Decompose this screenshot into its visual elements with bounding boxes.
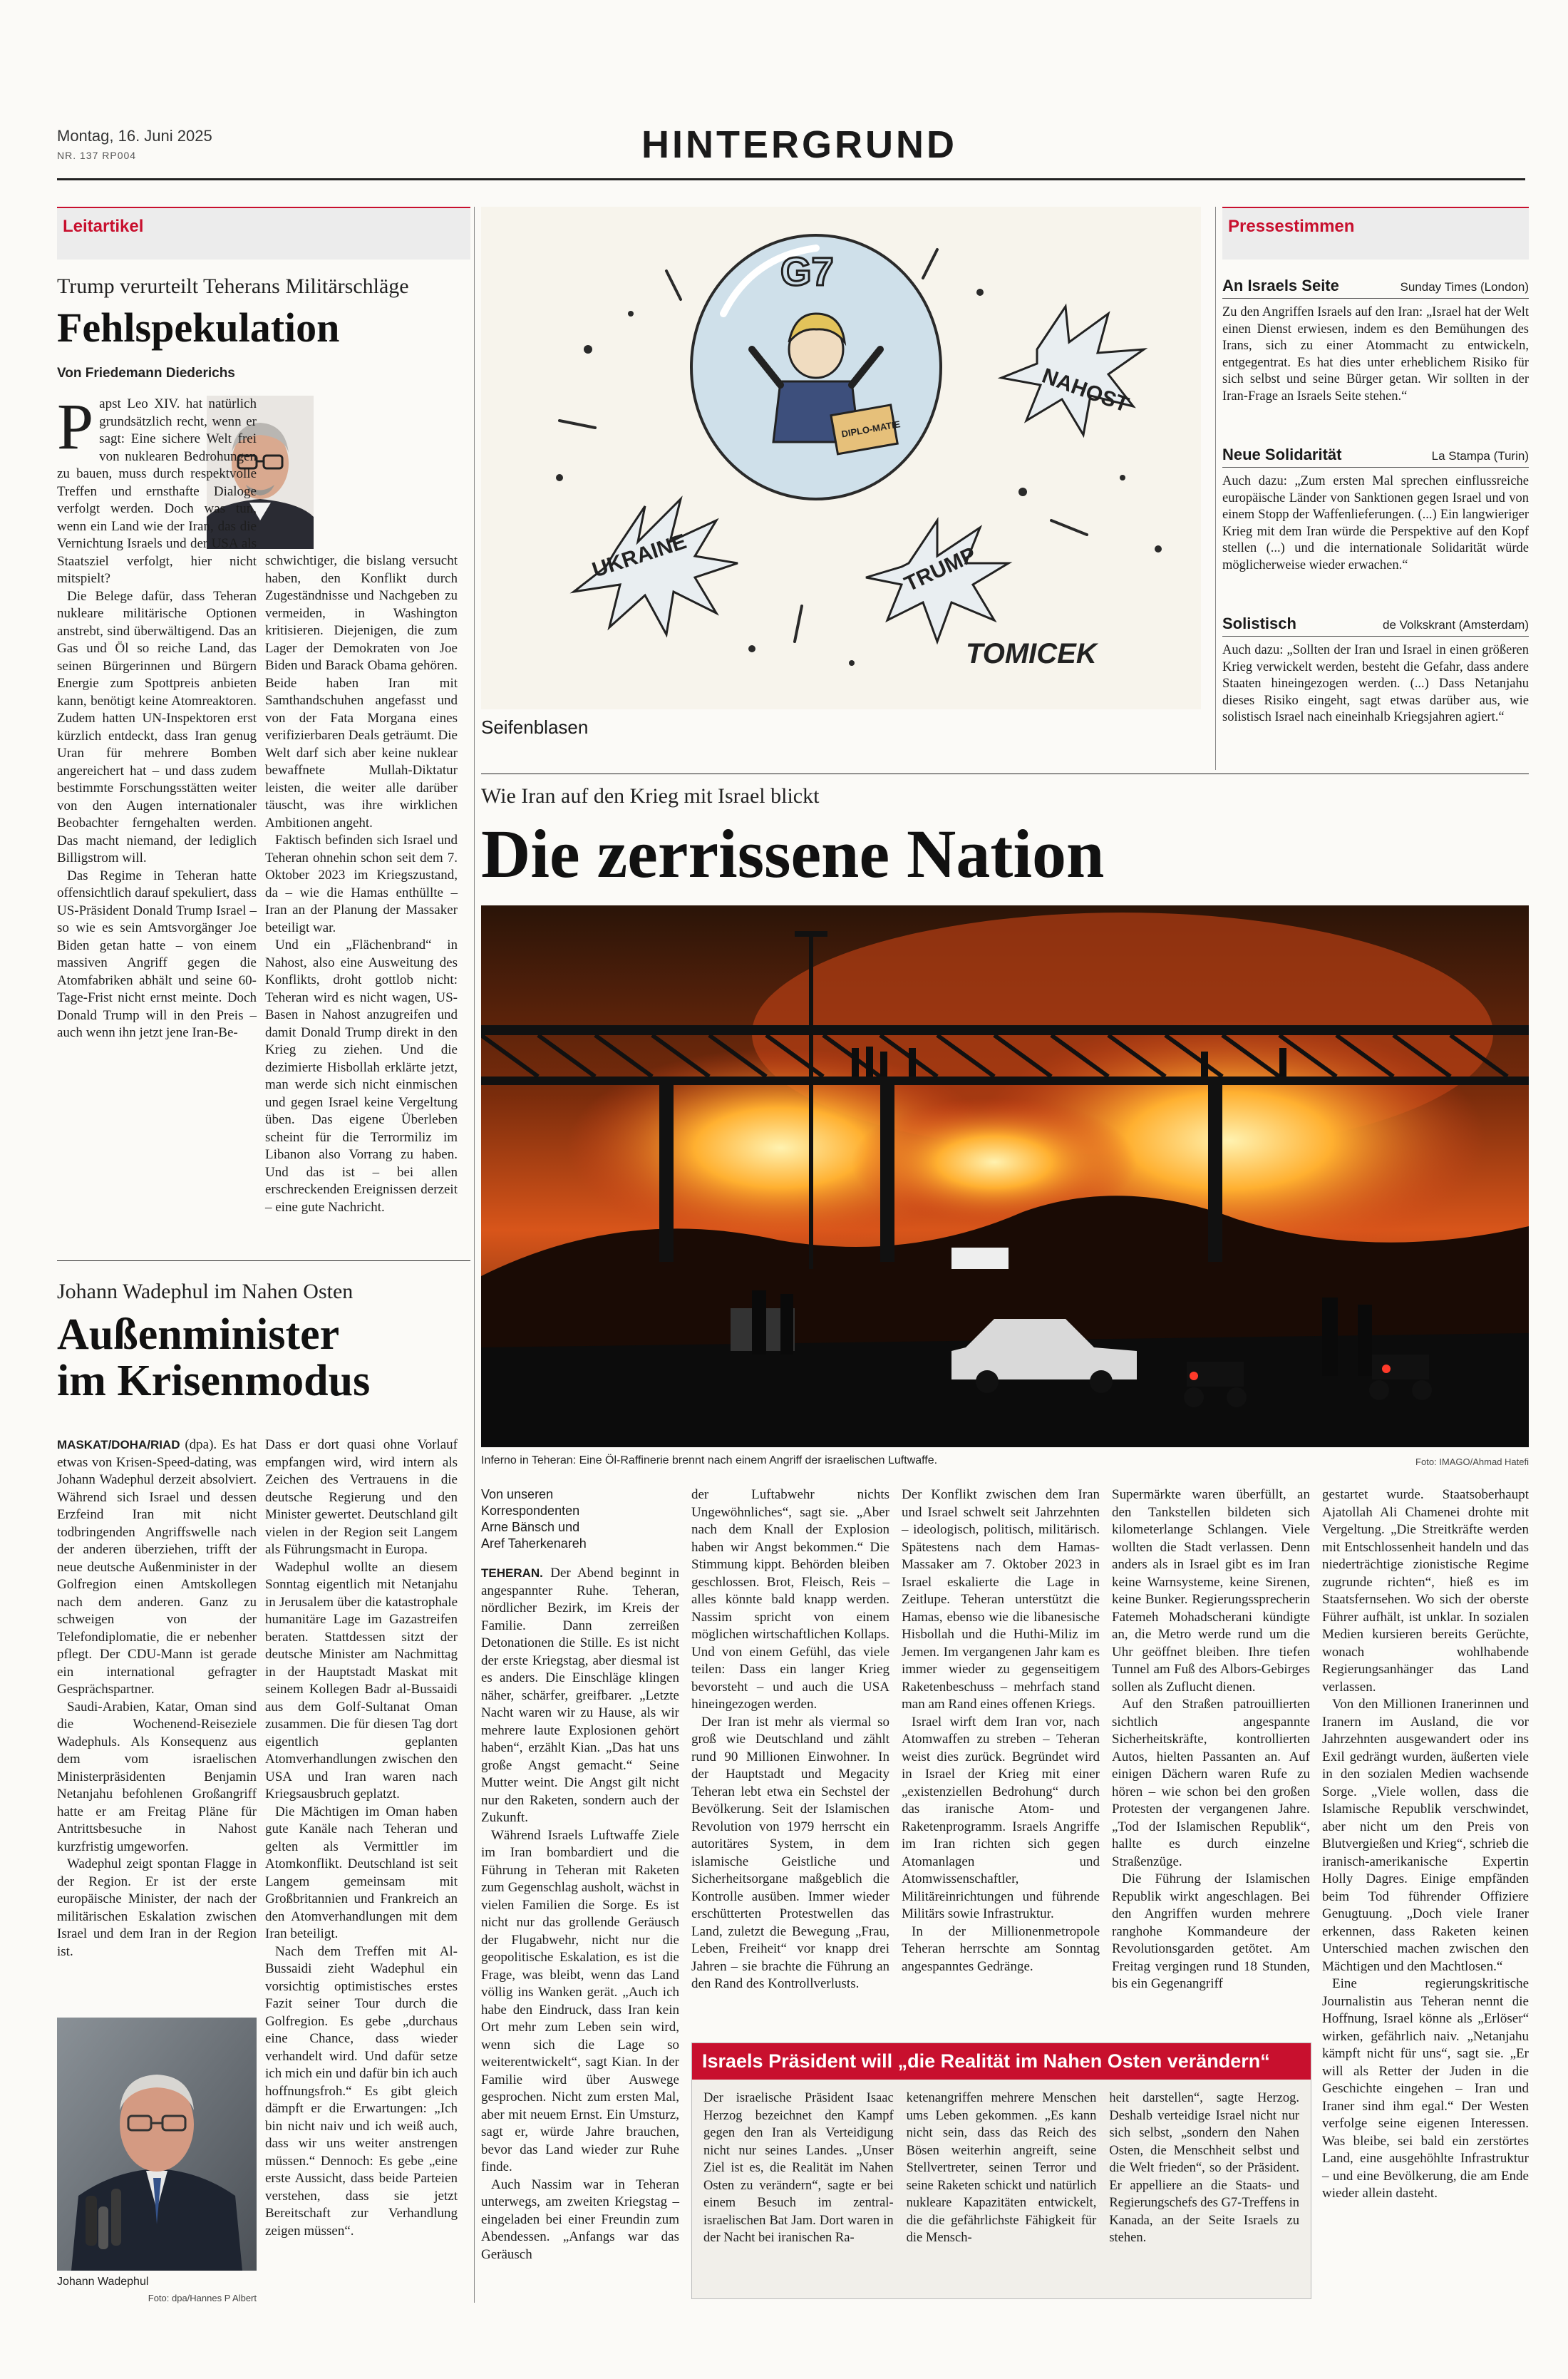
byline-line: Arne Bänsch und (481, 1520, 580, 1534)
pressestimmen-section-head (1222, 207, 1529, 260)
dropcap: P (57, 390, 94, 463)
israel-box-col3: heit darstellen“, sagte Herzog. Deshalb verteidige Israel nicht nur sich selbst, „sondern den Nahen Osten, die Menschheit selbst und die Welt frieden“, so der Präsident. Er appelliere an die Staats- und Regierungschefs des G7-Treffens in Kanada, an der Seite Israels zu stehen. (1109, 2091, 1300, 2245)
press-item-source: de Volkskrant (Amsterdam) (1382, 618, 1529, 632)
leitartikel-col2 (265, 553, 458, 1216)
wadephul-headline-line: Außenminister (57, 1310, 340, 1359)
press-item-header (1222, 277, 1529, 299)
cartoon-signature: TOMICEK (966, 638, 1097, 669)
press-item-text: Zu den Angriffen Israels auf den Iran: „Israel hat der Welt einen Dienst erwiesen, indem es den Bemühungen des Irans, sich zu einer Atommacht zu entwickeln, entgegentrat. Es hat dies unter erheblichem Risiko für sich selbst und seine Bürger getan. Wir sollten in der Iran-Frage an Israels Seite stehen.“ (1222, 305, 1529, 404)
leitartikel-paragraph: Das Regime in Teheran hatte offensichtlich darauf spekuliert, dass US-Präsident Donald Trump Israel – so wie es sein Amtsvorgänger Joe Biden getan hatte – von einem massiven Angriff gegen die Atomfabriken abhält und seine 60-Tage-Frist nicht ernst meinte. Doch Donald Trump will in den Preis – auch wenn ihn jetzt jene Iran-Be- (57, 868, 257, 1040)
main-headline: Die zerrissene Nation (481, 816, 1105, 892)
cartoon-label-trump: TRUMP (901, 543, 980, 597)
cartoon-caption: Seifenblasen (481, 716, 589, 738)
main-paragraph: Supermärkte waren überfüllt, an den Tankstellen bildeten sich kilometerlange Schlangen. Viele wollten die Stadt verlassen. Denn anders als in Israel gibt es im Iran keine Warnsysteme, keine Sirenen, keine Bunker. Regierungssprecherin Fatemeh Mohadscherani kündigte an, die Metro werde rund um die Uhr geöffnet bleiben. Ihre tiefen Tunnel am Fuß des Albors-Gebirges sollen als Zuflucht dienen. (1112, 1487, 1310, 1695)
main-paragraph: Auf den Straßen patrouillierten sichtlich angespannte Sicherheitskräfte, kontrollierten Autos, hielten Passanten an. Auf einigen Dächern waren Rufe zu hören – wie schon bei den großen Protesten der vergangenen Jahre. „Tod der Islamischen Republik“, hallte es durch einzelne Straßenzüge. (1112, 1697, 1310, 1869)
main-paragraph: Israel wirft dem Iran vor, nach Atomwaffen zu streben – Teheran weist dies zurück. Begründet wird in Israel der Krieg mit einer „existenziellen Bedrohung“ durch das iranische Atom- und Raketenprogramm. Israels Angriffe im Iran richten sich gegen Atomanlagen und Atomwissenschaftler, Militäreinrichtungen und führende Militärs sowie Infrastruktur. (902, 1714, 1100, 1921)
press-item (1222, 615, 1529, 726)
wadephul-paragraph: Nach dem Treffen mit Al-Bussaidi zieht Wadephul ein vorsichtig optimistisches erstes Fazit seiner Tour durch die Golfregion. Es gebe „durchaus eine Chance, dass wieder verhandelt wird. Und dafür setze ich mich ein und dafür bin ich auch hoffnungsfroh.“ Es gibt gleich dämpft er die Erwartungen: „Ich bin nicht naiv und ich weiß auch, dass wir uns weiter anstrengen müssen.“ Dennoch: Es gebe „eine erste Aussicht, dass beide Parteien verstehen, dass sie jetzt Bereitschaft zur Verhandlung zeigen müssen“. (265, 1943, 458, 2239)
wadephul-paragraph: Wadephul wollte an diesem Sonntag eigentlich mit Netanjahu in Jerusalem über die katastrophale humanitäre Lage im Gazastreifen beraten. Stattdessen sitzt der deutsche Minister am Nachmittag in der Hauptstadt Maskat mit seinem Kollegen Badr al-Bussaidi aus dem Golf-Sultanat Oman zusammen. Die für diesen Tag dort eigentlich geplanten Atomverhandlungen zwischen den USA und Iran waren nach Kriegsausbruch geplatzt. (265, 1559, 458, 1802)
leitartikel-label: Leitartikel (63, 217, 144, 236)
main-paragraph: Während Israels Luftwaffe Ziele im Iran bombardiert und die Führung in Teheran mit Raketen zum Gegenschlag ausholt, wächst in vielen Familien die Sorge. Es ist nicht nur das grollende Geräusch der Flugabwehr, nicht nur die geopolitische Eskalation, es ist die Frage, was bleibt, wenn das Land völlig ins Wanken gerät. „Auch ich habe den Eindruck, dass Iran kein Ort mehr zum Leben sein wird, wenn sich die Lage so weiterentwickelt“, sagt Kian. In der Familie wird über Auswege gesprochen. Nicht zum ersten Mal, aber mit neuem Ernst. Ein Umsturz, sagt er, würde Jahre brauchen, bevor das Land wieder zur Ruhe finde. (481, 1827, 679, 2174)
byline-line: Von unseren (481, 1487, 554, 1501)
wadephul-headline-line: im Krisenmodus (57, 1357, 371, 1406)
main-photo-caption: Inferno in Teheran: Eine Öl-Raffinerie brennt nach einem Angriff der israelischen Luftwaffe. (481, 1454, 938, 1466)
press-item-text: Auch dazu: „Zum ersten Mal sprechen einflussreiche europäische Länder von Sanktionen gegen Israel und von einem Stopp der Waffenlieferungen. (...) Ein langwieriger Krieg mit dem Iran würde die Perspektive auf den Kopf stellen (...) und die internationale Solidarität würde möglicherweise wieder erwachen.“ (1222, 474, 1529, 572)
main-paragraph (481, 1565, 679, 1827)
column-divider (1215, 207, 1216, 770)
masthead-issue: NR. 137 RP004 (57, 150, 137, 161)
press-item-source: Sunday Times (London) (1400, 280, 1529, 294)
leitartikel-kicker: Trump verurteilt Teherans Militärschläge (57, 274, 409, 298)
israel-box-headline: Israels Präsident will „die Realität im Nahen Osten verändern“ (692, 2043, 1311, 2080)
byline-line: Korrespondenten (481, 1504, 580, 1518)
main-col4 (1112, 1486, 1310, 1993)
main-paragraph: Die Führung der Islamischen Republik wirkt angeschlagen. Bei den Angriffen wurden mehrere ranghohe Kommandeure der Revolutionsgarden getötet. Am Freitag vergingen rund 18 Stunden, bis ein Gegenangriff (1112, 1871, 1310, 1991)
main-paragraph: Auch Nassim war in Teheran unterwegs, am zweiten Kriegstag – eingeladen bei einer Freundin zum Abendessen. „Anfangs war das Geräusch (481, 2177, 679, 2262)
main-col3 (902, 1486, 1100, 1975)
main-byline (481, 1486, 674, 1552)
refinery-fire-photo (481, 905, 1529, 1447)
leitartikel-headline: Fehlspekulation (57, 304, 340, 351)
main-text: Der Abend beginnt in angespannter Ruhe. Teheran, nördlicher Bezirk, im Kreis der Familie. Dann zerreißen Detonationen die Stille. Es ist nicht der erste Kriegstag, aber diesmal ist es anders. Die Einschläge klingen näher, schärfer, greifbarer. „Letzte Nacht waren wir zu Hause, als wir mehrere laute Explosionen gehört haben“, erzählt Kian. „Das hat uns große Angst gemacht.“ Seine Mutter weint. Die Angst gilt nicht nur den Raketen, sondern auch der Zukunft. (481, 1566, 680, 1825)
wadephul-headline (57, 1312, 470, 1404)
wadephul-dateline: MASKAT/DOHA/RIAD (57, 1438, 180, 1451)
press-item-title: Solistisch (1222, 615, 1296, 632)
main-paragraph: Der Iran ist mehr als viermal so groß wie Deutschland und zählt rund 90 Millionen Einwohner. In der Hauptstadt und Megacity Teheran lebt etwa ein Sechstel der Bevölkerung. Seit der Islamischen Revolution von 1979 herrscht ein autoritäres System, in dem islamische Geistliche und Sicherheitsorgane maßgeblich die Kontrolle ausüben. Immer wieder erschütterten Protestwellen das Land, zuletzt die Bewegung „Frau, Leben, Freiheit“ vor knapp drei Jahren – sie brachte die Führung an den Rand des Kontrollverlusts. (691, 1714, 889, 1991)
press-item-title: An Israels Seite (1222, 277, 1339, 294)
israel-box-col2: ketenangriffen mehrere Menschen ums Leben gekommen. „Es kann nicht sein, dass das Reich des Bösen weiterhin angreift, seine Stellvertreter, seinen Terror und seine Raketen schickt und natürlich nukleare Kapazitäten entwickelt, die die gefährlichste Fähigkeit für die Mensch- (906, 2091, 1097, 2245)
main-col2 (691, 1486, 889, 1993)
israel-box-columns (692, 2080, 1311, 2257)
press-item-header (1222, 615, 1529, 637)
wadephul-photo-caption: Johann Wadephul (57, 2276, 149, 2288)
cartoon-label-g7: G7 (780, 249, 834, 294)
byline-line: Aref Taherkenareh (481, 1536, 587, 1551)
pressestimmen-label: Pressestimmen (1228, 217, 1355, 236)
press-item (1222, 446, 1529, 574)
leitartikel-paragraph: Faktisch befinden sich Israel und Teheran ohnehin schon seit dem 7. Oktober 2023 im Kriegszustand, da – wie die Hamas enthüllte – Iran an der Planung der Massaker beteiligt war. (265, 833, 458, 935)
wadephul-paragraph: Die Mächtigen im Oman haben gute Kanäle nach Teheran und gelten als Vermittler im Atomkonflikt. Deutschland ist seit Langem gemeinsam mit Großbritannien und Frankreich an den Atomverhandlungen mit dem Iran beteiligt. (265, 1804, 458, 1941)
main-photo-credit: Foto: IMAGO/Ahmad Hatefi (1415, 1456, 1529, 1467)
wadephul-paragraph: Saudi-Arabien, Katar, Oman sind die Wochenend-Reiseziele Wadephuls. Als Konsequenz aus dem vom israelischen Ministerpräsidenten Benjamin Netanjahu befohlenen Großangriff hatte er am Freitag Pläne für Antrittsbesuche in Nahost kurzfristig umgeworfen. (57, 1699, 257, 1854)
divider (57, 1260, 470, 1261)
press-item (1222, 277, 1529, 405)
editorial-cartoon (481, 207, 1201, 709)
leitartikel-section-head (57, 207, 470, 260)
main-paragraph: Eine regierungskritische Journalistin aus Teheran nennt die Hoffnung, Israel könne als „Erlöser“ wirken, gefährlich naiv. „Netanjahu kämpft nicht für uns“, sagt sie. „Er will als Retter der Juden in die Geschichte eingehen – Iran und Iraner sind ihm egal.“ Der Westen verfolge seine eigenen Interessen. Was bleibe, sei bald ein zerstörtes Land, eine ausgehöhlte Infrastruktur – und eine Bevölkerung, die am Ende wieder allein dasteht. (1322, 1976, 1529, 2201)
cartoon-label-ukraine: UKRAINE (589, 530, 690, 582)
wadephul-kicker: Johann Wadephul im Nahen Osten (57, 1280, 354, 1303)
wadephul-paragraph (57, 1437, 257, 1699)
main-col1 (481, 1565, 679, 2264)
main-paragraph: Von den Millionen Iranerinnen und Iranern im Ausland, die vor Jahrzehnten ausgewandert oder ins Exil gedrängt wurden, äußerten viele in den sozialen Medien wachsende Sorge. „Viele wollen, dass die Islamische Republik verschwindet, aber nicht um den Preis von Blutvergießen und Krieg“, schrieb die iranisch-amerikanische Expertin Holly Dagres. Einige empfänden beim Tod führender Offiziere Genugtuung. „Doch viele Iraner erkennen, dass Raketen keinen Unterschied machen zwischen den Mächtigen und den Machtlosen.“ (1322, 1697, 1529, 1974)
cartoon-label-diplomatie: DIPLO-MATIE (840, 418, 902, 440)
press-item-source: La Stampa (Turin) (1431, 449, 1529, 463)
main-paragraph: Der Konflikt zwischen dem Iran und Israel schwelt seit Jahrzehnten – ideologisch, politisch, militärisch. Spätestens nach dem Hamas-Massaker am 7. Oktober 2023 in Israel eskalierte die Lage in Zeitlupe. Teheran unterstützt die Hamas, ebenso wie die libanesische Hisbollah und die Huthi-Miliz im Jemen. Im vergangenen Jahr kam es immer wieder zu gegenseitigem Raketenbeschuss – mehrfach stand man am Rand eines offenen Kriegs. (902, 1487, 1100, 1712)
press-item-text: Auch dazu: „Sollten der Iran und Israel in einen größeren Krieg verwickelt werden, besteht die Gefahr, dass andere Staaten hineingezogen werden. (...) Dass Netanjahu dieses Risiko eingeht, sagt etwas darüber aus, wie solistisch Israel nach eineinhalb Kriegsjahren agiert.“ (1222, 643, 1529, 724)
main-col5 (1322, 1486, 1529, 2203)
leitartikel-paragraph: apst Leo XIV. hat natürlich grundsätzlich recht, wenn er sagt: Eine sichere Welt frei von nuklearen Bedrohungen zu bauen, muss durch respektvolle Treffen und ernsthafte Dialoge verfolgt werden. Doch was tun, wenn ein Land wie der Iran, das die Vernichtung Israels und der USA als Staatsziel verfolgt, hier nicht mitspielt? (57, 396, 257, 586)
main-paragraph: gestartet wurde. Staatsoberhaupt Ajatollah Ali Chamenei drohte mit Vergeltung. „Die Streitkräfte werden mit Entschlossenheit handeln und das niederträchtige zionistische Regime zugrunde richten“, hieß es im Staatsfernsehen. Wo sich der oberste Führer aufhält, ist unklar. In sozialen Medien kursieren bereits Gerüchte, wonach wohlhabende Regierungsanhänger das Land verlassen. (1322, 1487, 1529, 1695)
press-item-header (1222, 446, 1529, 468)
leitartikel-paragraph: Die Belege dafür, dass Teheran nukleare militärische Optionen anstrebt, sind überwältigend. Das an Gas und Öl so reiche Land, das seinen Bürgerinnen und Bürgern Energie zum Spottpreis anbieten kann, benötigt keine Atomreaktoren. Zudem hatten UN-Inspektoren erst kürzlich entdeckt, dass Iran genug Uran für mehrere Bomben angereichert hat – und dass zudem bestimmte Forschungsstätten weiter von den Augen internationaler Beobachter ferngehalten werden. Das macht niemand, der lediglich Billigstrom will. (57, 588, 257, 865)
wadephul-text: (dpa). Es hat etwas von Krisen-Speed-dating, was Johann Wadephul derzeit absolviert. Während sich Israel und dessen Erzfeind Iran mit nicht todbringenden Angriffswelle nach der anderen überziehen, trifft der neue deutsche Außenminister in der Golfregion einen Amtskollegen nach dem anderen. Ganz zu schweigen von der Telefondiplomatie, die er nebenher pflegt. Der CDU-Mann ist gerade ein international gefragter Gesprächspartner. (57, 1437, 257, 1697)
leitartikel-paragraph: schwichtiger, die bislang versucht haben, den Konflikt durch Zugeständnisse und Nachgeben zu vermeiden, in Washington kritisieren. Diejenigen, die zum Lager der Demokraten von Joe Biden und Barack Obama gehören. Beide haben Iran mit Samthandschuhen angefasst und von der Fata Morgana eines verifizierbaren Deals geträumt. Die Welt darf sich aber keine nuklear bewaffnete Mullah-Diktatur leisten, die weiter alle darüber täuscht, was ihre wirklichen Ambitionen angeht. (265, 553, 458, 831)
israel-box-col1: Der israelische Präsident Isaac Herzog bezeichnet den Kampf gegen den Iran als Verteidigung nicht nur seines Landes. „Unser Ziel ist es, die Realität im Nahen Osten zu verändern“, sagte er bei einem Besuch im zentral-israelischen Bat Jam. Dort waren in der Nacht bei iranischen Ra- (703, 2091, 894, 2245)
wadephul-photo (57, 2018, 257, 2271)
leitartikel-paragraph: Und ein „Flächenbrand“ in Nahost, also eine Ausweitung des Konflikts, droht gottlob nicht: Teheran wird es nicht wagen, US-Basen in Nahost anzugreifen und damit Donald Trump direkt in den Krieg zu ziehen. Und die dezimierte Hisbollah erklärte jetzt, man werde sich nicht einmischen und gegen Israel keine Vergeltung üben. Das eigene Überleben scheint für die Terrormiliz im Libanon also Vorrang zu haben. Und das ist – bei allen erschreckenden Ereignissen derzeit – eine gute Nachricht. (265, 937, 458, 1215)
israel-info-box (691, 2043, 1311, 2299)
masthead-date: Montag, 16. Juni 2025 (57, 127, 212, 145)
leitartikel-byline: Von Friedemann Diederichs (57, 366, 235, 381)
cartoon-label-nahost: NAHOST (1038, 364, 1132, 417)
masthead-rule (57, 178, 1525, 180)
main-paragraph: der Luftabwehr nichts Ungewöhnliches“, sagt sie. „Aber nach dem Knall der Explosion haben wir Angst bekommen.“ Die Stimmung kippt. Behörden bleiben geschlossen. Brot, Fleisch, Reis – alles könnte bald knapp werden. Nassim spricht von einem möglichen wirtschaftlichen Kollaps. Und von einem Gefühl, das viele teilen: Dass ein langer Krieg bevorsteht – und auch die USA hineingezogen werden. (691, 1487, 889, 1712)
main-dateline: TEHERAN. (481, 1566, 543, 1580)
main-kicker: Wie Iran auf den Krieg mit Israel blickt (481, 784, 820, 808)
section-title: HINTERGRUND (641, 123, 957, 166)
wadephul-col2 (265, 1437, 458, 2240)
press-item-title: Neue Solidarität (1222, 446, 1342, 463)
main-paragraph: In der Millionenmetropole Teheran herrschte am Sonntag angespanntes Gedränge. (902, 1923, 1100, 1974)
column-divider (474, 207, 475, 2303)
leitartikel-col1 (57, 390, 257, 1042)
wadephul-paragraph: Wadephul zeigt spontan Flagge in der Region. Er ist der erste europäische Minister, der nach der militärischen Eskalation zwischen Israel und dem Iran in der Region ist. (57, 1856, 257, 1959)
wadephul-paragraph: Dass er dort quasi ohne Vorlauf empfangen wird, wird intern als Zeichen des Vertrauens in die deutsche Regierung und den Minister gewertet. Deutschland gilt vielen in der Region seit Langem als Führungsmacht in Europa. (265, 1437, 458, 1557)
wadephul-photo-credit: Foto: dpa/Hannes P Albert (148, 2293, 257, 2303)
wadephul-col1 (57, 1437, 257, 1961)
